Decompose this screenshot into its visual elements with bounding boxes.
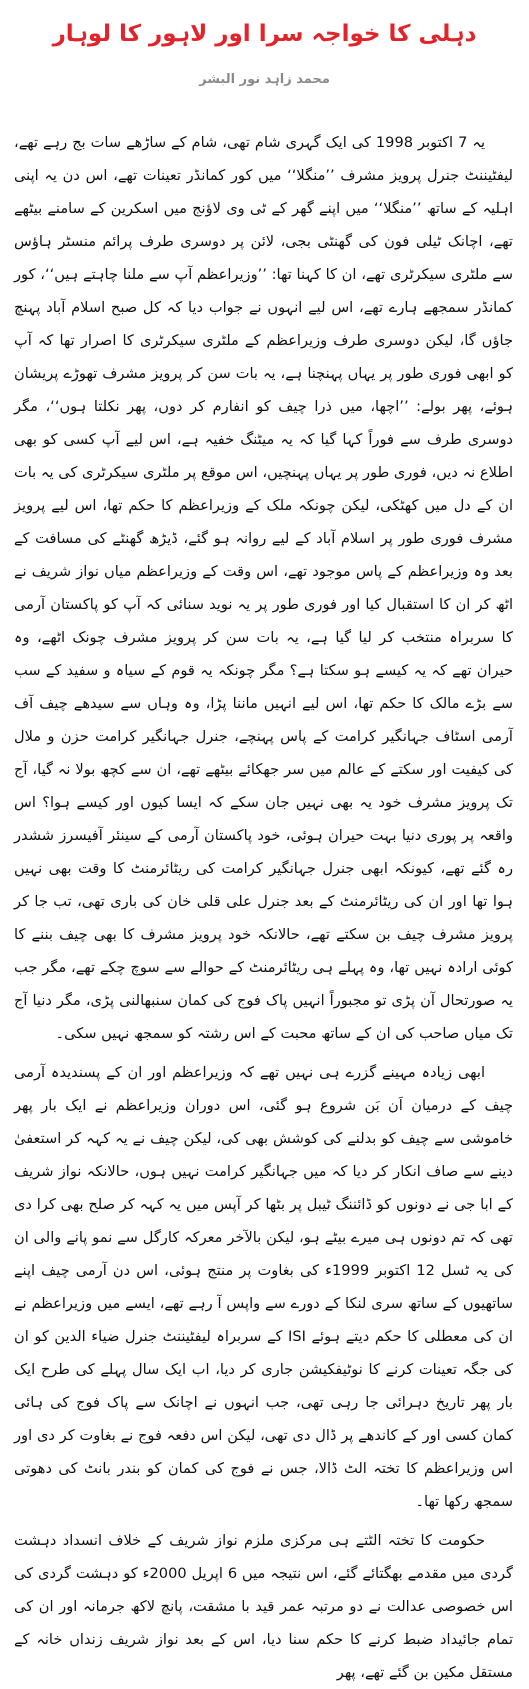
article-title: دہلی کا خواجہ سرا اور لاہور کا لوہار [52,21,477,47]
article-body [14,126,513,1689]
article-author: محمد زاہد نور البشر [199,72,330,87]
article-paragraph-3: حکومت کا تختہ الٹتے ہی مرکزی ملزم نواز شریف کے خلاف انسداد دہشت گردی میں مقدمے بھگتائے گئے، اس نتیجہ میں 6 اپریل 2000ء کو دہشت گردی کی اس خصوصی عدالت نے دو مرتبہ عمر قید با مشقت، پانچ لاکھ جرمانہ اور ان کی تمام جائیداد ضبط کرنے کا حکم سنا دیا، اس کے بعد نواز شریف زنداں خانہ کے مستقل مکین بن گئے تھے، پھر [14,1532,514,1681]
article-paragraph-2: ابھی زیادہ مہینے گزرے ہی نہیں تھے کہ وزیراعظم اور ان کے پسندیدہ آرمی چیف کے درمیان اَن بَن شروع ہو گئی، اس دوران وزیراعظم نے ایک بار پھر خاموشی سے چیف کو بدلنے کی کوشش بھی کی، لیکن چیف نے یہ کہہ کر استعفیٰ دینے سے صاف انکار کر دیا کہ میں جہانگیر کرامت نہیں ہوں، حالانکہ نواز شریف کے ابا جی نے دونوں کو ڈائننگ ٹیبل پر بٹھا کر آپس میں یہ کہہ کر صلح بھی کرا دی تھی کہ تم دونوں ہی میرے بیٹے ہو، لیکن بالآخر معرکہ کارگل سے نمو پانے والی ان کی یہ ٹسل 12 اکتوبر 1999ء کی بغاوت پر منتج ہوئی، اس دن آرمی چیف اپنے ساتھیوں کے ساتھ سری لنکا کے دورے سے واپس آ رہے تھے، ایسے میں وزیراعظم نے ان کی معطلی کا حکم دیتے ہوئے ISI کے سربراہ لیفٹیننٹ جنرل ضیاء الدین کو ان کی جگہ تعینات کرنے کا نوٹیفکیشن جاری کر دیا، اب ایک سال پہلے کی طرح ایک بار پھر تاریخ دہرائی جا رہی تھی، جب انہوں نے اچانک سے پاک فوج کی ہائی کمان کسی اور کے کاندھے پر ڈال دی تھی، لیکن اس دفعہ فوج نے بغاوت کر دی اور اس وزیراعظم کا تختہ الٹ ڈالا، جس نے فوج کی کمان کو بندر بانٹ کی دھوتی سمجھ رکھا تھا۔ [14,1064,514,1510]
article-paragraph-1: یہ 7 اکتوبر 1998 کی ایک گہری شام تھی، شام کے ساڑھے سات بج رہے تھے، لیفٹیننٹ جنرل پرویز مشرف ’’منگلا‘‘ میں کور کمانڈر تعینات تھے، اس دن یہ اپنی اہلیہ کے ساتھ ’’منگلا‘‘ میں اپنے گھر کے ٹی وی لاؤنج میں اسکرین کے سامنے بیٹھے تھے، اچانک ٹیلی فون کی گھنٹی بجی، لائن پر دوسری طرف پرائم منسٹر ہاؤس سے ملٹری سیکرٹری تھے، ان کا کہنا تھا: ’’وزیراعظم آپ سے ملنا چاہتے ہیں‘‘، کور کمانڈر سمجھے ہارے تھے، اس لیے انہوں نے جواب دیا کہ کل صبح اسلام آباد پہنچ جاؤں گا، لیکن دوسری طرف وزیراعظم کے ملٹری سیکرٹری کا اصرار تھا کہ آپ کو ابھی فوری طور پر یہاں پہنچنا ہے، یہ بات سن کر پرویز مشرف تھوڑے پریشان ہوئے، پھر بولے: ’’اچھا، میں ذرا چیف کو انفارم کر دوں، پھر نکلتا ہوں‘‘، مگر دوسری طرف سے فوراً کہا گیا کہ یہ میٹنگ خفیہ ہے، اس لیے آپ کسی کو بھی اطلاع نہ دیں، فوری طور پر یہاں پہنچیں، اس موقع پر ملٹری سیکرٹری کی یہ بات ان کے دل میں کھٹکی، لیکن چونکہ ملک کے وزیراعظم کا حکم تھا، اس لیے پرویز مشرف فوری طور پر اسلام آباد کے لیے روانہ ہو گئے، ڈیڑھ گھنٹے کی مسافت کے بعد وہ وزیراعظم کے پاس موجود تھے، اس وقت کے وزیراعظم میاں نواز شریف نے اٹھ کر ان کا استقبال کیا اور فوری طور پر یہ نوید سنائی کہ آپ کو پاکستان آرمی کا سربراہ منتخب کر لیا گیا ہے، یہ بات سن کر پرویز مشرف چونک اٹھے، وہ حیران تھے کہ یہ کیسے ہو سکتا ہے؟ مگر چونکہ یہ قوم کے سیاہ و سفید کے سب سے بڑے مالک کا حکم تھا، اس لیے انہیں ماننا پڑا، وہ وہاں سے سیدھے چیف آف آرمی اسٹاف جہانگیر کرامت کے پاس پہنچے، جنرل جہانگیر کرامت حزن و ملال کی کیفیت اور سکتے کے عالم میں سر جھکائے بیٹھے تھے، ان سے کچھ بولا نہ گیا، آج تک پرویز مشرف خود یہ بھی نہیں جان سکے کہ ایسا کیوں اور کیسے ہوا؟ اس واقعہ پر پوری دنیا بہت حیران ہوئی، خود پاکستان آرمی کے سینئر آفیسرز ششدر رہ گئے تھے، کیونکہ ابھی جنرل جہانگیر کرامت کی ریٹائرمنٹ کا وقت بھی نہیں ہوا تھا اور ان کی ریٹائرمنٹ کے بعد جنرل علی قلی خان کی باری تھی، تب جا کر پرویز مشرف چیف بن سکتے تھے، حالانکہ خود پرویز مشرف کا بھی چیف بننے کا کوئی ارادہ نہیں تھا، وہ پہلے ہی ریٹائرمنٹ کے حوالے سے سوچ چکے تھے، مگر جب یہ صورتحال آن پڑی تو مجبوراً انہیں پاک فوج کی کمان سنبھالنی پڑی، مگر دنیا آج تک میاں صاحب کی ان کے ساتھ محبت کے اس رشتہ کو سمجھ نہیں سکی۔ [14,134,513,1042]
